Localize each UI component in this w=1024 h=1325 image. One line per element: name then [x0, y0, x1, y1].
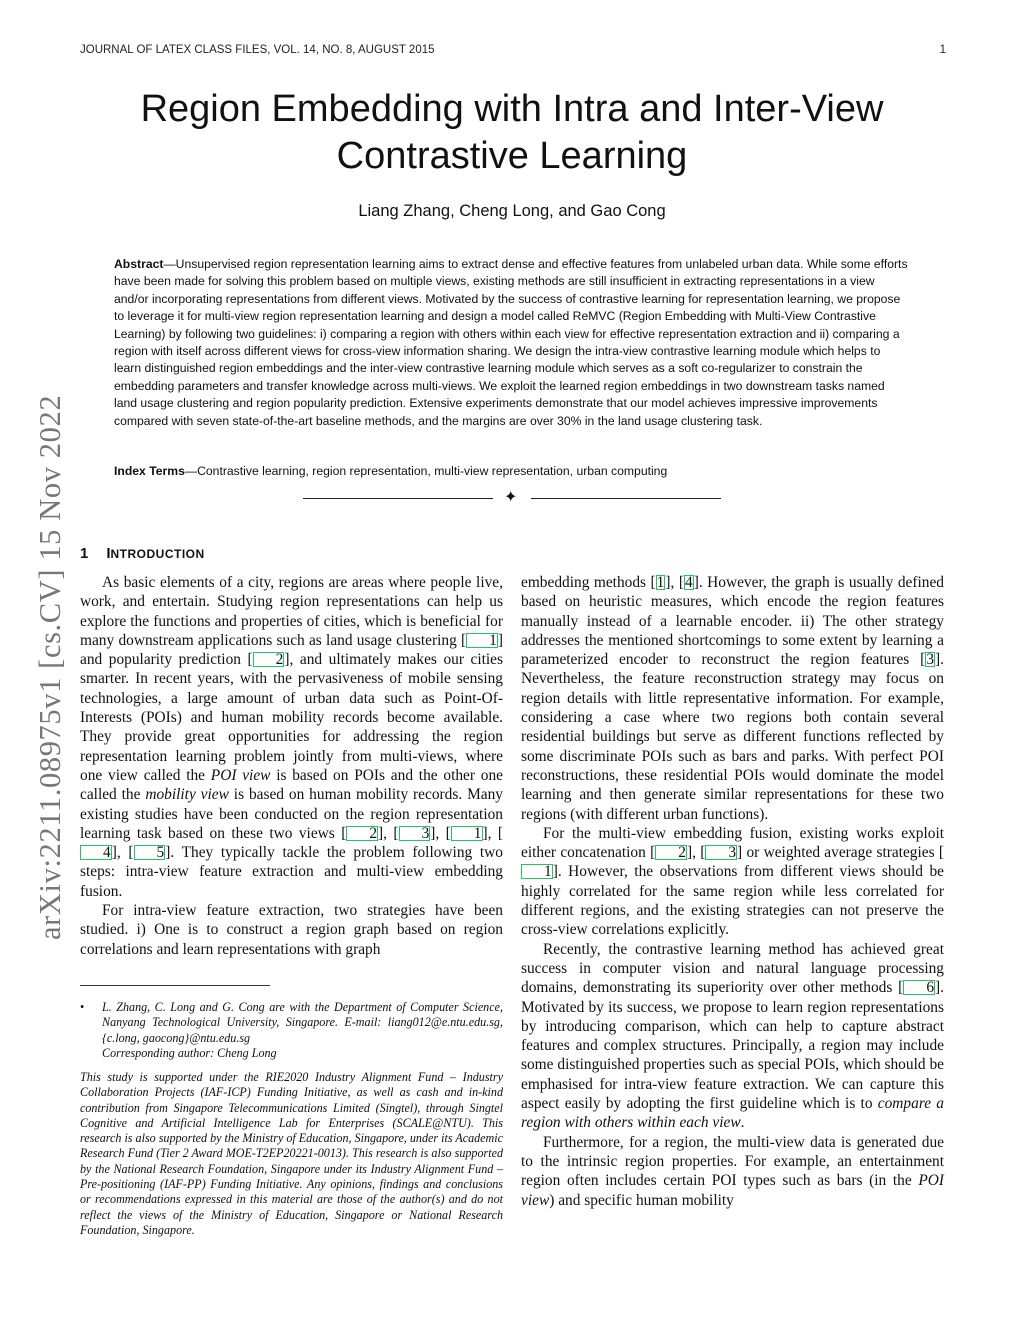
abstract	[114, 256, 910, 430]
citation-link[interactable]: 2	[655, 845, 687, 860]
right-column	[521, 573, 944, 1210]
citation-link[interactable]: 2	[346, 826, 378, 841]
citation-link[interactable]: 3	[926, 651, 935, 669]
citation-link[interactable]: 2	[253, 652, 285, 667]
citation-link[interactable]: 1	[466, 633, 498, 648]
journal-name: JOURNAL OF LATEX CLASS FILES, VOL. 14, NO. 8, AUGUST 2015	[80, 44, 435, 56]
citation-link[interactable]: 1	[451, 826, 483, 841]
index-terms	[114, 464, 910, 478]
intro-paragraph-1: As basic elements of a city, regions are areas where people live, work, and entertain. Studying region representations can help us explore the functions and properties of cities, which is beneficial for many downstream applications such as land usage clustering [ 1] and popularity prediction [ 2], and ultimately makes our cities smarter. In recent years, with the pervasiveness of mobile sensing technologies, a large amount of urban data such as Point-Of-Interests (POIs) and human mobility records become available. They provide great opportunities for addressing the region representation learning problem jointly from multi-views, where one view called the POI view is based on POIs and the other one called the mobility view is based on human mobility records. Many existing studies have been conducted on the region representation learning task based on these two views [ 2], [ 3], [ 1], [4], [ 5]. They typically tackle the problem following two steps: intra-view feature extraction and multi-view embedding fusion.	[80, 574, 504, 900]
right-paragraph-2: For the multi-view embedding fusion, existing works exploit either concatenation [ 2], [ 3] or weighted average strategies [1]. However, the observations from different views should be highly correlated for the same region while less correlated for different regions, and the existing strategies can not preserve the cross-view correlations explicitly.	[521, 824, 944, 939]
index-terms-text: —Contrastive learning, region representation, multi-view representation, urban computing	[184, 464, 668, 478]
footnote-affiliation	[80, 1000, 503, 1061]
footnote-affiliation-text: L. Zhang, C. Long and G. Cong are with the Department of Computer Science, Nanyang Technological University, Singapore. E-mail: liang012@e.ntu.edu.sg, {c.long, gaocong}@ntu.edu.sg	[102, 1000, 503, 1045]
citation-link[interactable]: 3	[399, 826, 431, 841]
section-number: 1	[80, 545, 89, 562]
citation-link[interactable]: 1	[656, 574, 665, 591]
citation-link[interactable]: 1	[521, 864, 553, 879]
paper-title	[100, 86, 924, 180]
right-paragraph-1: embedding methods [1], [4]. However, the graph is usually defined based on heuristic measures, which encode the region features manually instead of a learnable encoder. ii) The other strategy addresses the mentioned shortcomings to some extent by learning a parameterized encoder to reconstruct the region features [3]. Nevertheless, the feature reconstruction strategy may focus on region details with little representative information. For example, considering a case where two regions both contain several residential buildings but serve as different functions reflected by some discriminate POIs such as bars and parks. With perfect POI reconstructions, these residential POIs would dominate the model learning and then generate similar representations for these two regions (with different urban functions).	[521, 574, 944, 823]
abstract-text: —Unsupervised region representation learning aims to extract dense and effective features from unlabeled urban data. While some efforts have been made for solving this problem based on multiple views, existing methods are still insufficient in extracting representations in a view and/or incorporating representations from different views. Motivated by the success of contrastive learning for representation learning, we propose to leverage it for multi-view region representation learning and design a model called ReMVC (Region Embedding with Multi-View Contrastive Learning) by following two guidelines: i) comparing a region with others within each view for effective representation extraction and ii) comparing a region with itself across different views for cross-view information sharing. We design the intra-view contrastive learning module which helps to learn distinguished region embeddings and the inter-view contrastive learning module which serves as a soft co-regularizer to constrain the embedding parameters and transfer knowledge across multi-views. We exploit the learned region embeddings in two downstream tasks named land usage clustering and region popularity prediction. Extensive experiments demonstrate that our model achieves impressive improvements compared with seven state-of-the-art baseline methods, and the margins are over 30% in the land usage clustering task.	[114, 257, 908, 428]
right-paragraph-4: Furthermore, for a region, the multi-view data is generated due to the intrinsic region properties. For example, an entertainment region often includes certain POI types such as bars (in the POI view) and specific human mobility	[521, 1133, 944, 1209]
title-line-2: Contrastive Learning	[336, 135, 688, 177]
section-title-initial: I	[106, 545, 111, 562]
separator-line-right	[531, 498, 721, 499]
right-paragraph-3: Recently, the contrastive learning method has achieved great success in computer vision and natural language processing domains, demonstrating its superiority over other methods [ 6]. Motivated by its success, we propose to learn region representations by introducing comparison, which can help to capture abstract features and complex structures. Principally, a region may include some distinguished properties such as special POIs, which should be emphasised for intra-view feature extraction. We can capture this aspect easily by adopting the first guideline which is to compare a region with others within each view.	[521, 940, 945, 1132]
title-line-1: Region Embedding with Intra and Inter-View	[140, 88, 884, 130]
section-title-rest: NTRODUCTION	[110, 547, 205, 561]
author-list: Liang Zhang, Cheng Long, and Gao Cong	[358, 202, 666, 220]
corresponding-author: Corresponding author: Cheng Long	[102, 1045, 277, 1060]
citation-link[interactable]: 4	[684, 574, 693, 591]
index-terms-label: Index Terms	[114, 464, 185, 478]
citation-link[interactable]: 3	[705, 845, 737, 860]
page-number: 1	[939, 44, 946, 56]
left-column	[80, 573, 503, 959]
citation-link[interactable]: 4	[80, 845, 112, 860]
running-header	[80, 44, 946, 56]
section-heading	[80, 545, 205, 562]
separator-line-left	[303, 498, 493, 499]
citation-link[interactable]: 5	[134, 845, 166, 860]
intro-paragraph-2: For intra-view feature extraction, two strategies have been studied. i) One is to construct a region graph based on region correlations and learn representations with graph	[80, 902, 503, 958]
footnote-bullet-icon: •	[80, 1000, 85, 1014]
abstract-label: Abstract	[114, 257, 164, 271]
arxiv-stamp[interactable]: arXiv:2211.08975v1 [cs.CV] 15 Nov 2022	[33, 394, 67, 940]
footnote-funding: This study is supported under the RIE2020 Industry Alignment Fund – Industry Collaboration Projects (IAF-ICP) Funding Initiative, as well as cash and in-kind contribution from Singapore Telecommunications Limited (Singtel), through Singtel Cognitive and Artificial Intelligence Lab for Enterprises (SCALE@NTU). This research is also supported by the Ministry of Education, Singapore, under its Academic Research Fund (Tier 2 Award MOE-T2EP20221-0013). This research is also supported by the National Research Foundation, Singapore under its Industry Alignment Fund – Pre-positioning (IAF-PP) Funding Initiative. Any opinions, findings and conclusions or recommendations expressed in this material are those of the author(s) and do not reflect the views of the Ministry of Education, Singapore or National Research Foundation, Singapore.	[80, 1070, 504, 1237]
citation-link[interactable]: 6	[903, 980, 935, 995]
separator-diamond-icon: ✦	[504, 487, 518, 506]
footnote-rule	[80, 985, 270, 986]
